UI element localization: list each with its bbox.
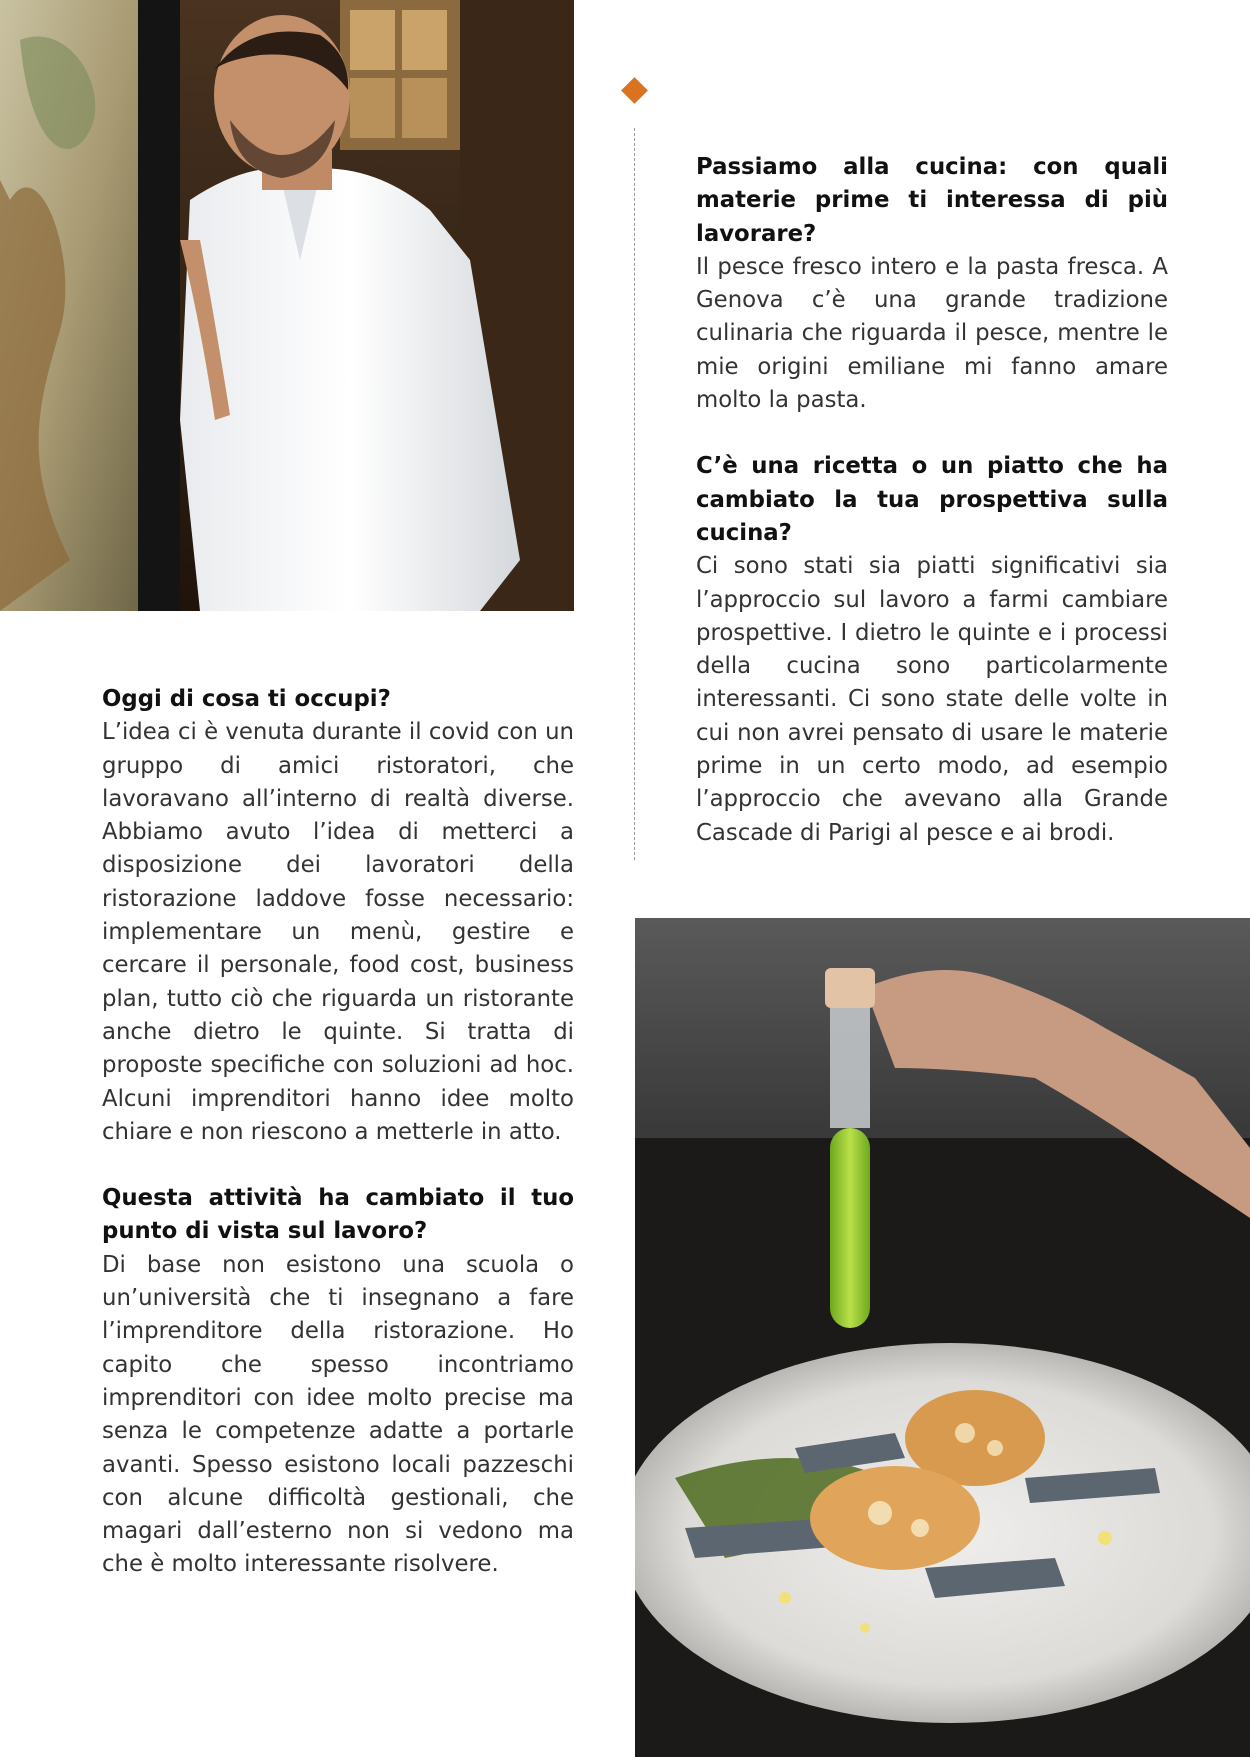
question-heading: Oggi di cosa ti occupi? [102, 686, 391, 712]
answer-paragraph: Il pesce fresco intero e la pasta fresca. A Genova c’è una grande tradizione culinaria che riguarda il pesce, mentre le mie origini emiliane mi fanno amare molto la pasta. [696, 253, 1168, 414]
dish-photo-illustration [635, 918, 1250, 1757]
left-column [102, 683, 574, 1615]
accent-diamond [621, 77, 648, 104]
chef-photo-illustration [0, 0, 574, 611]
question-heading: Passiamo alla cucina: con quali materie prime ti interessa di più lavorare? [696, 154, 1168, 247]
answer-paragraph: Ci sono stati sia piatti significativi sia l’approccio sul lavoro a farmi cambiare prospettive. I dietro le quinte e i processi della cucina sono particolarmente interessanti. Ci sono state delle volte in cui non avrei pensato di usare le materie prime in un certo modo, ad esempio l’approccio che avevano alla Grande Cascade di Parigi al pesce e ai brodi. [696, 553, 1168, 846]
answer-paragraph: L’idea ci è venuta durante il covid con un gruppo di amici ristoratori, che lavoravano all’interno di realtà diverse. Abbiamo avuto l’idea di metterci a disposizione dei lavoratori della ristorazione laddove fosse necessario: implementare un menù, gestire e cercare il personale, food cost, business plan, tutto ciò che riguarda un ristorante anche dietro le quinte. Si tratta di proposte specifiche con soluzioni ad hoc. Alcuni imprenditori hanno idee molto chiare e non riescono a metterle in atto. [102, 719, 574, 1145]
dish-photo [635, 918, 1250, 1757]
question-heading: Questa attività ha cambiato il tuo punto di vista sul lavoro? [102, 1185, 574, 1245]
right-column [696, 151, 1168, 883]
chef-photo [0, 0, 574, 611]
column-divider [634, 128, 635, 860]
question-heading: C’è una ricetta o un piatto che ha cambiato la tua prospettiva sulla cucina? [696, 453, 1168, 546]
answer-paragraph: Di base non esistono una scuola o un’università che ti insegnano a fare l’imprenditore della ristorazione. Ho capito che spesso incontriamo imprenditori con idee molto precise ma senza le competenze adatte a portarle avanti. Spesso esistono locali pazzeschi con alcune difficoltà gestionali, che magari dall’esterno non si vedono ma che è molto interessante risolvere. [102, 1251, 574, 1578]
